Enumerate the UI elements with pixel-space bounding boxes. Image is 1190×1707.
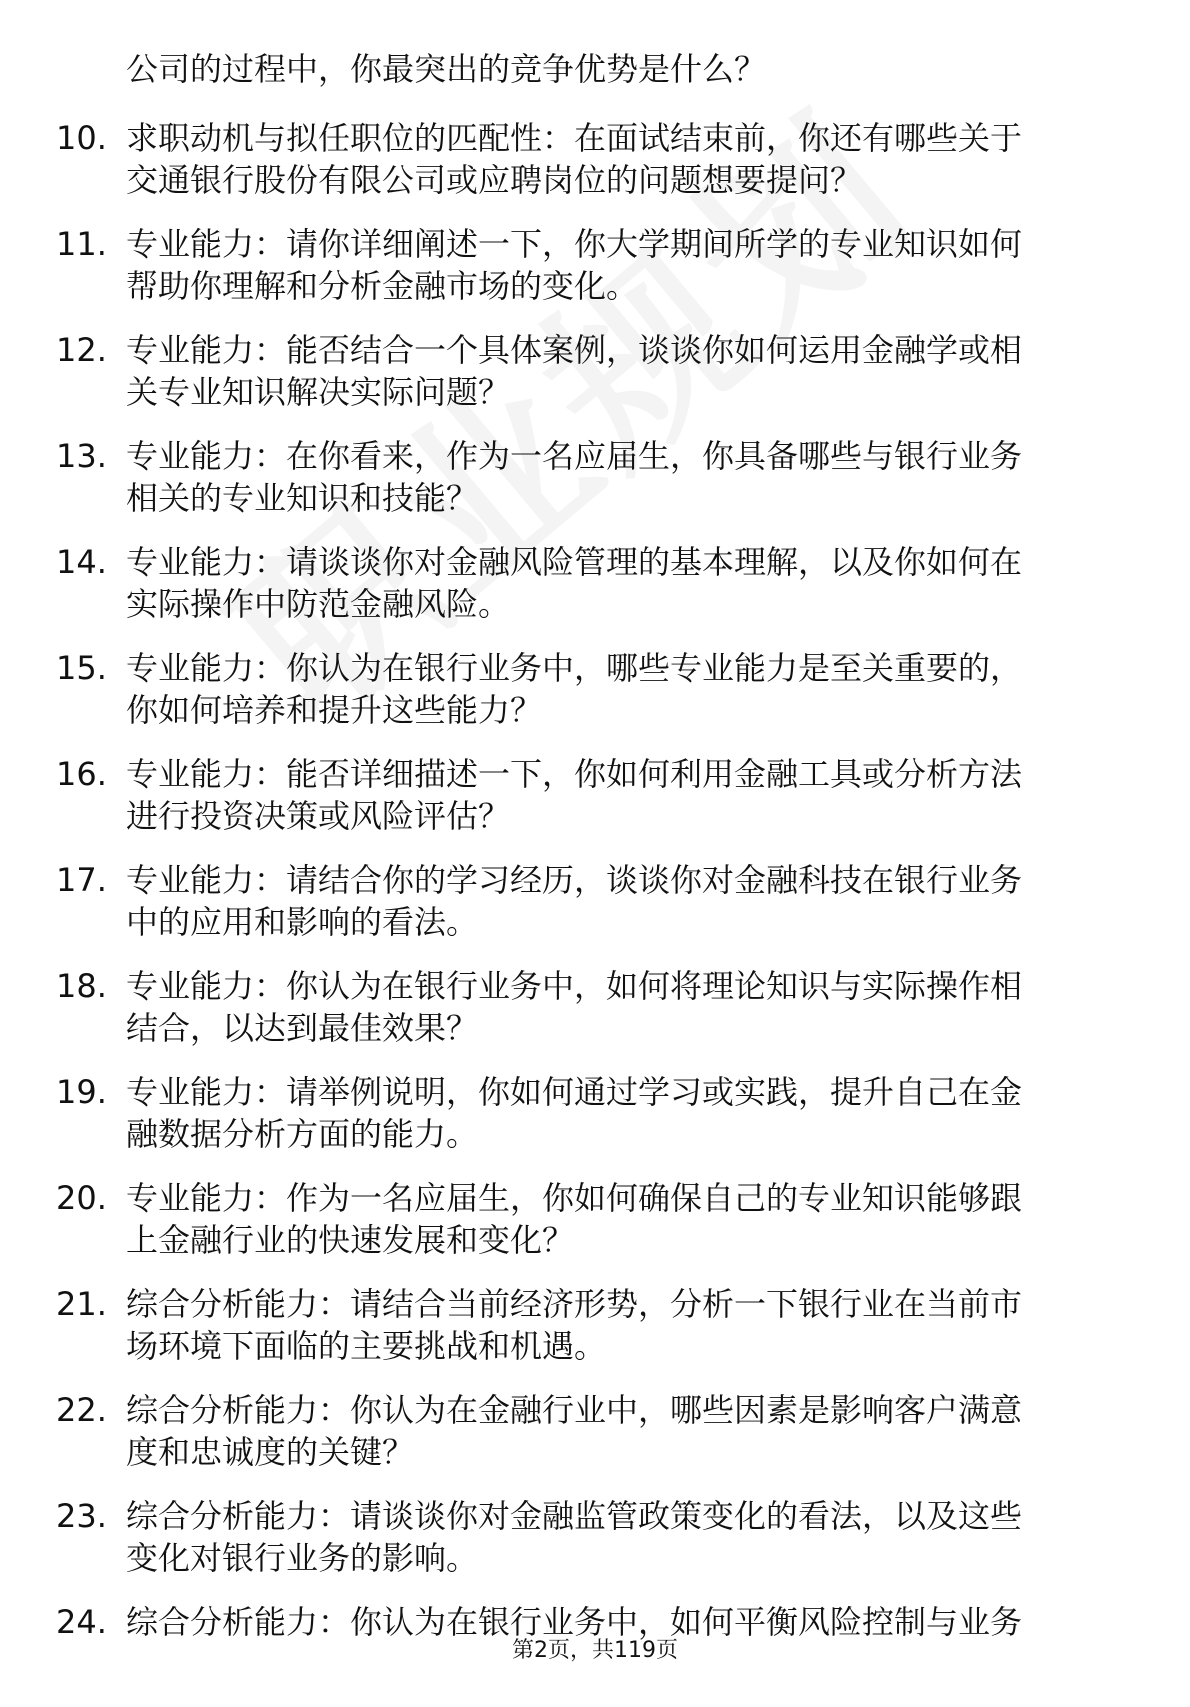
question-text: [126, 1601, 1106, 1643]
question-text-line: 帮助你理解和分析金融市场的变化。: [126, 267, 639, 305]
question-text: [126, 965, 1106, 1049]
continued-text: 公司的过程中，你最突出的竞争优势是什么？: [126, 50, 767, 88]
question-text-line: 交通银行股份有限公司或应聘岗位的问题想要提问？: [126, 161, 863, 199]
question-text-line: 场环境下面临的主要挑战和机遇。: [126, 1327, 607, 1365]
question-text-line: 进行投资决策或风险评估？: [126, 797, 511, 835]
question-number: 10.: [56, 119, 107, 157]
question-text: [126, 859, 1106, 943]
question-text-line: 变化对银行业务的影响。: [126, 1539, 479, 1577]
question-text: [126, 117, 1106, 201]
question-item: [0, 1495, 1190, 1601]
question-list: [0, 117, 1190, 1707]
question-number: 13.: [56, 437, 107, 475]
question-text-line: 专业能力：请举例说明，你如何通过学习或实践，提升自己在金: [126, 1073, 1023, 1111]
question-number: 24.: [56, 1603, 107, 1641]
question-item: [0, 1389, 1190, 1495]
question-item: [0, 647, 1190, 753]
question-text: [126, 435, 1106, 519]
question-text: [126, 329, 1106, 413]
question-text-line: 专业能力：能否结合一个具体案例，谈谈你如何运用金融学或相: [126, 331, 1023, 369]
question-text-line: 专业能力：能否详细描述一下，你如何利用金融工具或分析方法: [126, 755, 1023, 793]
question-text-line: 求职动机与拟任职位的匹配性：在面试结束前，你还有哪些关于: [126, 119, 1023, 157]
question-text: [126, 1071, 1106, 1155]
question-text: [126, 1495, 1106, 1579]
question-item: [0, 223, 1190, 329]
question-item: [0, 1601, 1190, 1707]
question-text: [126, 541, 1106, 625]
question-number: 15.: [56, 649, 107, 687]
question-text: [126, 647, 1106, 731]
question-text-line: 关专业知识解决实际问题？: [126, 373, 511, 411]
question-number: 14.: [56, 543, 107, 581]
question-text-line: 专业能力：请你详细阐述一下，你大学期间所学的专业知识如何: [126, 225, 1023, 263]
question-text: [126, 1177, 1106, 1261]
question-text-line: 实际操作中防范金融风险。: [126, 585, 511, 623]
question-text-line: 专业能力：请谈谈你对金融风险管理的基本理解，以及你如何在: [126, 543, 1023, 581]
question-number: 12.: [56, 331, 107, 369]
question-item: [0, 117, 1190, 223]
question-item: [0, 435, 1190, 541]
question-text-line: 上金融行业的快速发展和变化？: [126, 1221, 575, 1259]
question-number: 17.: [56, 861, 107, 899]
question-item: [0, 965, 1190, 1071]
question-text: [126, 1283, 1106, 1367]
question-number: 21.: [56, 1285, 107, 1323]
question-text-line: 专业能力：在你看来，作为一名应届生，你具备哪些与银行业务: [126, 437, 1023, 475]
question-text-line: 综合分析能力：请结合当前经济形势，分析一下银行业在当前市: [126, 1285, 1023, 1323]
question-item: [0, 541, 1190, 647]
question-number: 11.: [56, 225, 107, 263]
question-text-line: 综合分析能力：你认为在金融行业中，哪些因素是影响客户满意: [126, 1391, 1023, 1429]
question-item: [0, 1177, 1190, 1283]
question-number: 22.: [56, 1391, 107, 1429]
question-text-line: 中的应用和影响的看法。: [126, 903, 479, 941]
question-text: [126, 223, 1106, 307]
question-text-line: 相关的专业知识和技能？: [126, 479, 479, 517]
question-number: 23.: [56, 1497, 107, 1535]
question-number: 18.: [56, 967, 107, 1005]
question-item: [0, 1071, 1190, 1177]
question-text-line: 你如何培养和提升这些能力？: [126, 691, 543, 729]
question-text-line: 综合分析能力：你认为在银行业务中，如何平衡风险控制与业务: [126, 1603, 1023, 1641]
question-text: [126, 753, 1106, 837]
question-text-line: 综合分析能力：请谈谈你对金融监管政策变化的看法，以及这些: [126, 1497, 1023, 1535]
question-number: 20.: [56, 1179, 107, 1217]
question-text: [126, 1389, 1106, 1473]
question-text-line: 专业能力：你认为在银行业务中，哪些专业能力是至关重要的，: [126, 649, 1023, 687]
question-item: [0, 859, 1190, 965]
question-text-line: 专业能力：请结合你的学习经历，谈谈你对金融科技在银行业务: [126, 861, 1023, 899]
question-text-line: 专业能力：作为一名应届生，你如何确保自己的专业知识能够跟: [126, 1179, 1023, 1217]
question-number: 19.: [56, 1073, 107, 1111]
question-text-line: 专业能力：你认为在银行业务中，如何将理论知识与实际操作相: [126, 967, 1023, 1005]
question-text-line: 结合，以达到最佳效果？: [126, 1009, 479, 1047]
question-number: 16.: [56, 755, 107, 793]
question-item: [0, 753, 1190, 859]
question-item: [0, 1283, 1190, 1389]
question-item: [0, 329, 1190, 435]
question-text-line: 融数据分析方面的能力。: [126, 1115, 479, 1153]
question-text-line: 度和忠诚度的关键？: [126, 1433, 415, 1471]
page-footer: 第2页，共119页: [512, 1638, 678, 1663]
